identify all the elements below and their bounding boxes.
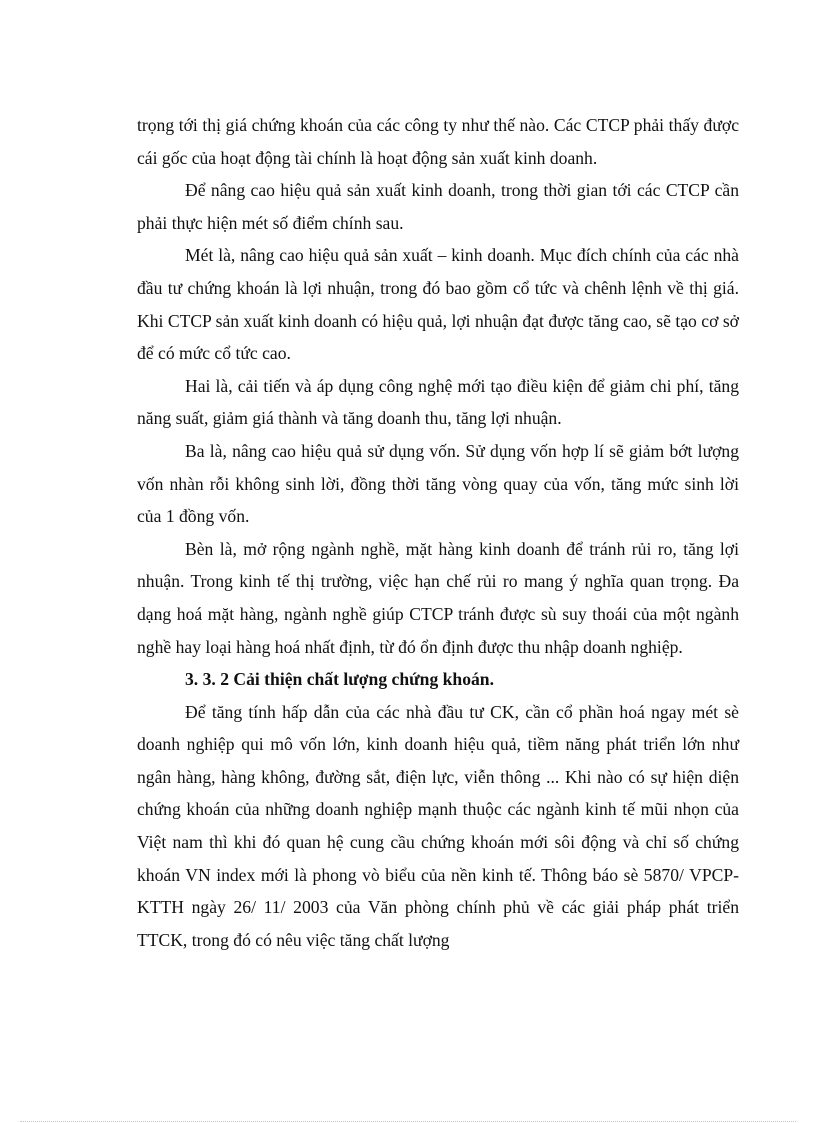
paragraph-point-two: Hai là, cải tiến và áp dụng công nghệ mới tạo điều kiện để giảm chi phí, tăng năng suất, giảm giá thành và tăng doanh thu, tăng lợi nhuận. xyxy=(137,375,739,429)
document-body xyxy=(137,109,739,956)
paragraph-point-one: Mét là, nâng cao hiệu quả sản xuất – kinh doanh. Mục đích chính của các nhà đầu tư chứng khoán là lợi nhuận, trong đó bao gồm cổ tức và chênh lệnh về thị giá. Khi CTCP sản xuất kinh doanh có hiệu quả, lợi nhuận đạt được tăng cao, sẽ tạo cơ sở để có mức cổ tức cao. xyxy=(137,245,739,364)
section-heading: 3. 3. 2 Cải thiện chất lượng chứng khoán. xyxy=(185,669,494,690)
paragraph-point-four: Bèn là, mở rộng ngành nghề, mặt hàng kinh doanh để tránh rủi ro, tăng lợi nhuận. Trong kinh tế thị trường, việc hạn chế rủi ro mang ý nghĩa quan trọng. Đa dạng hoá mặt hàng, ngành nghề giúp CTCP tránh được sù suy thoái của một ngành nghề hay loại hàng hoá nhất định, từ đó ổn định được thu nhập doanh nghiệp. xyxy=(137,538,739,657)
paragraph-point-three: Ba là, nâng cao hiệu quả sử dụng vốn. Sử dụng vốn hợp lí sẽ giảm bớt lượng vốn nhàn rỗi không sinh lời, đồng thời tăng vòng quay của vốn, tăng mức sinh lời của 1 đồng vốn. xyxy=(137,440,739,527)
page-bottom-divider xyxy=(20,1121,796,1122)
paragraph-continuation: trọng tới thị giá chứng khoán của các công ty như thế nào. Các CTCP phải thấy được cái gốc của hoạt động tài chính là hoạt động sản xuất kinh doanh. xyxy=(137,115,739,168)
paragraph-section-body: Để tăng tính hấp dẫn của các nhà đầu tư CK, cần cổ phần hoá ngay mét sè doanh nghiệp qui mô vốn lớn, kinh doanh hiệu quả, tiềm năng phát triển lớn như ngân hàng, hàng không, đường sắt, điện lực, viễn thông ... Khi nào có sự hiện diện chứng khoán của những doanh nghiệp mạnh thuộc các ngành kinh tế mũi nhọn của Việt nam thì khi đó quan hệ cung cầu chứng khoán mới sôi động và chỉ số chứng khoán VN index mới là phong vò biểu của nền kinh tế. Thông báo sè 5870/ VPCP-KTTH ngày 26/ 11/ 2003 của Văn phòng chính phủ về các giải pháp phát triển TTCK, trong đó có nêu việc tăng chất lượng xyxy=(137,701,739,950)
paragraph-intro: Để nâng cao hiệu quả sản xuất kinh doanh, trong thời gian tới các CTCP cần phải thực hiện mét số điểm chính sau. xyxy=(137,180,739,233)
